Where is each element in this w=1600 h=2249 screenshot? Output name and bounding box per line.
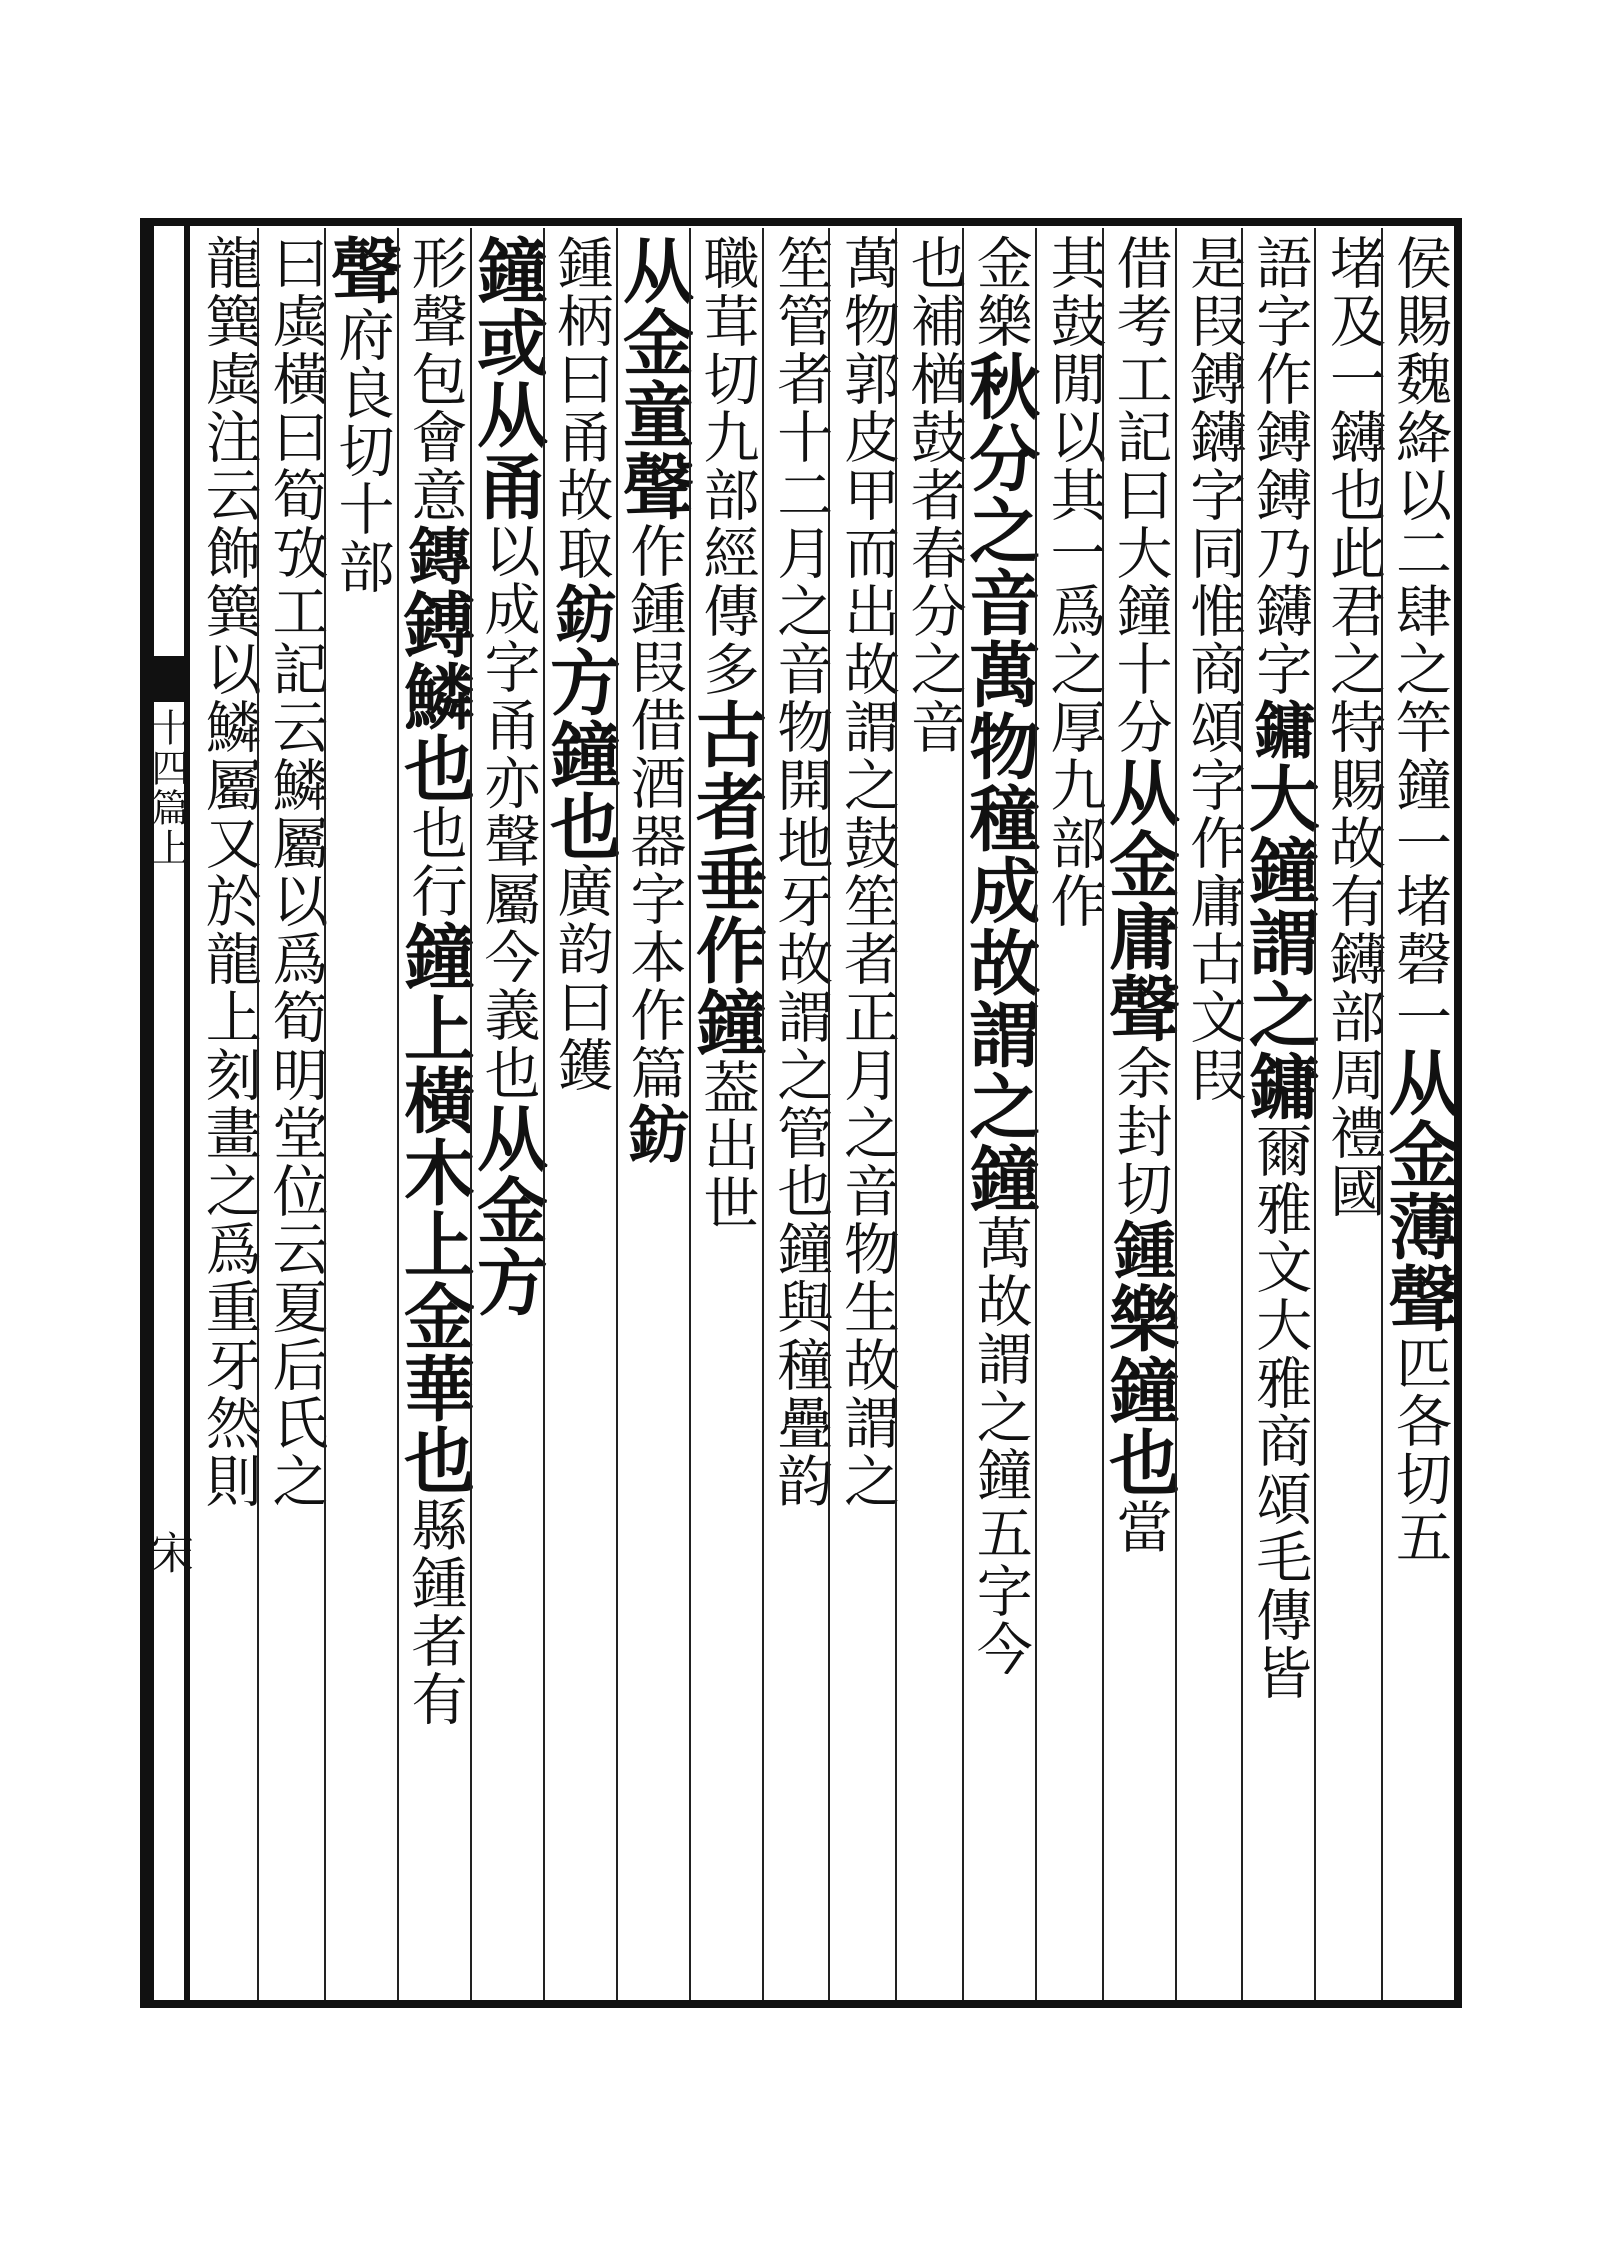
column-14 [465,228,550,2000]
seal-character: 鈁 [617,1102,691,1166]
main-text: 鎛鱗也 [392,588,477,804]
commentary-text: 當 [1107,1498,1173,1556]
commentary-text: 以成字甬亦聲屬今義也 [475,522,541,1102]
commentary-text: 也補楢鼓者春分之音 [901,234,967,756]
commentary-text: 匹各切五 [1387,1334,1452,1566]
seal-character: 鏄 [398,524,472,588]
main-text: 古者垂作鐘 [684,698,769,1058]
column-16 [319,228,404,2000]
commentary-text: 鍾柄曰甬故取 [548,234,614,582]
main-text: 从金童聲 [611,234,696,522]
column-02 [1314,228,1386,2000]
commentary-text: 爾雅文大雅商頌毛傳皆 [1247,1122,1313,1702]
column-05 [1097,228,1182,2000]
commentary-text: 侯賜魏絳以二肆之竿鐘一堵磬一 [1387,234,1452,1046]
commentary-text: 是叚鎛鑮字同惟商頌字作庸古文叚 [1181,234,1247,1104]
column-07 [957,228,1042,2000]
commentary-text: 縣鍾者有 [402,1496,468,1728]
seal-character: 鏞 [1243,698,1317,762]
commentary-text: 廣韵曰鑊 [548,862,614,1094]
commentary-text: 笙管者十二月之音物開地牙故謂之管也鐘與穜疊韵 [768,234,834,1510]
column-06 [1035,228,1107,2000]
column-03 [1237,228,1322,2000]
column-08 [895,228,967,2000]
commentary-text: 職茸切九部經傳多 [694,234,760,698]
main-text: 方鐘也 [538,646,623,862]
main-text: 从金薄聲 [1377,1046,1461,1334]
commentary-text: 余封切 [1107,1044,1173,1218]
commentary-text: 堵及一鑮也此君之特賜故有鑮部周禮國 [1321,234,1386,1220]
commentary-text: 曰虡橫曰筍攷工記云鱗屬以爲筍明堂位云夏后氏之 [263,234,329,1510]
commentary-text: 府良切十部 [329,306,395,596]
commentary-text: 龍簨虡注云飾簨以鱗屬又於龍上刻畫之爲重牙然則 [196,234,262,1510]
commentary-text: 葢出世 [694,1058,760,1232]
running-title: 十四篇上 [145,708,189,868]
seal-character: 鈁 [544,582,618,646]
column-17 [257,228,329,2000]
column-13 [538,228,623,2000]
column-12 [611,228,696,2000]
main-text: 樂鐘也 [1097,1282,1182,1498]
commentary-text: 借考工記曰大鐘十分 [1107,234,1173,756]
column-10 [762,228,834,2000]
main-text: 秋分之音萬物穜成故謂之鐘 [957,350,1042,1214]
commentary-text: 語字作鎛鎛乃鑮字 [1247,234,1313,698]
main-text: 鐘上橫木上金華也 [392,920,477,1496]
main-text: 从金庸聲 [1097,756,1182,1044]
margin-strip [140,218,193,2008]
commentary-text: 萬物郭皮甲而出故謂之鼓笙者正月之音物生故謂之 [835,234,900,1510]
commentary-text: 其鼓閒以其一爲之厚九部作 [1041,234,1107,930]
commentary-text: 也行 [402,804,468,920]
leaf-number: 宋 [142,1530,193,1574]
main-text: 聲 [319,234,404,306]
seal-character: 鍾 [1103,1218,1177,1282]
column-01 [1377,228,1461,2000]
commentary-text: 作鍾叚借酒器字本作篇 [621,522,687,1102]
main-text: 鐘或从甬 [465,234,550,522]
column-15 [392,228,477,2000]
column-04 [1175,228,1247,2000]
fish-tail-mark [146,656,188,702]
main-text: 大鐘謂之鏞 [1237,762,1322,1122]
column-11 [684,228,769,2000]
text-body [192,228,1461,2000]
commentary-text: 金樂 [967,234,1033,350]
commentary-text: 形聲包會意 [402,234,468,524]
main-text: 从金方 [465,1102,550,1318]
column-18 [192,228,262,2000]
column-09 [828,228,900,2000]
commentary-text: 萬故謂之鐘五字今 [967,1214,1033,1678]
